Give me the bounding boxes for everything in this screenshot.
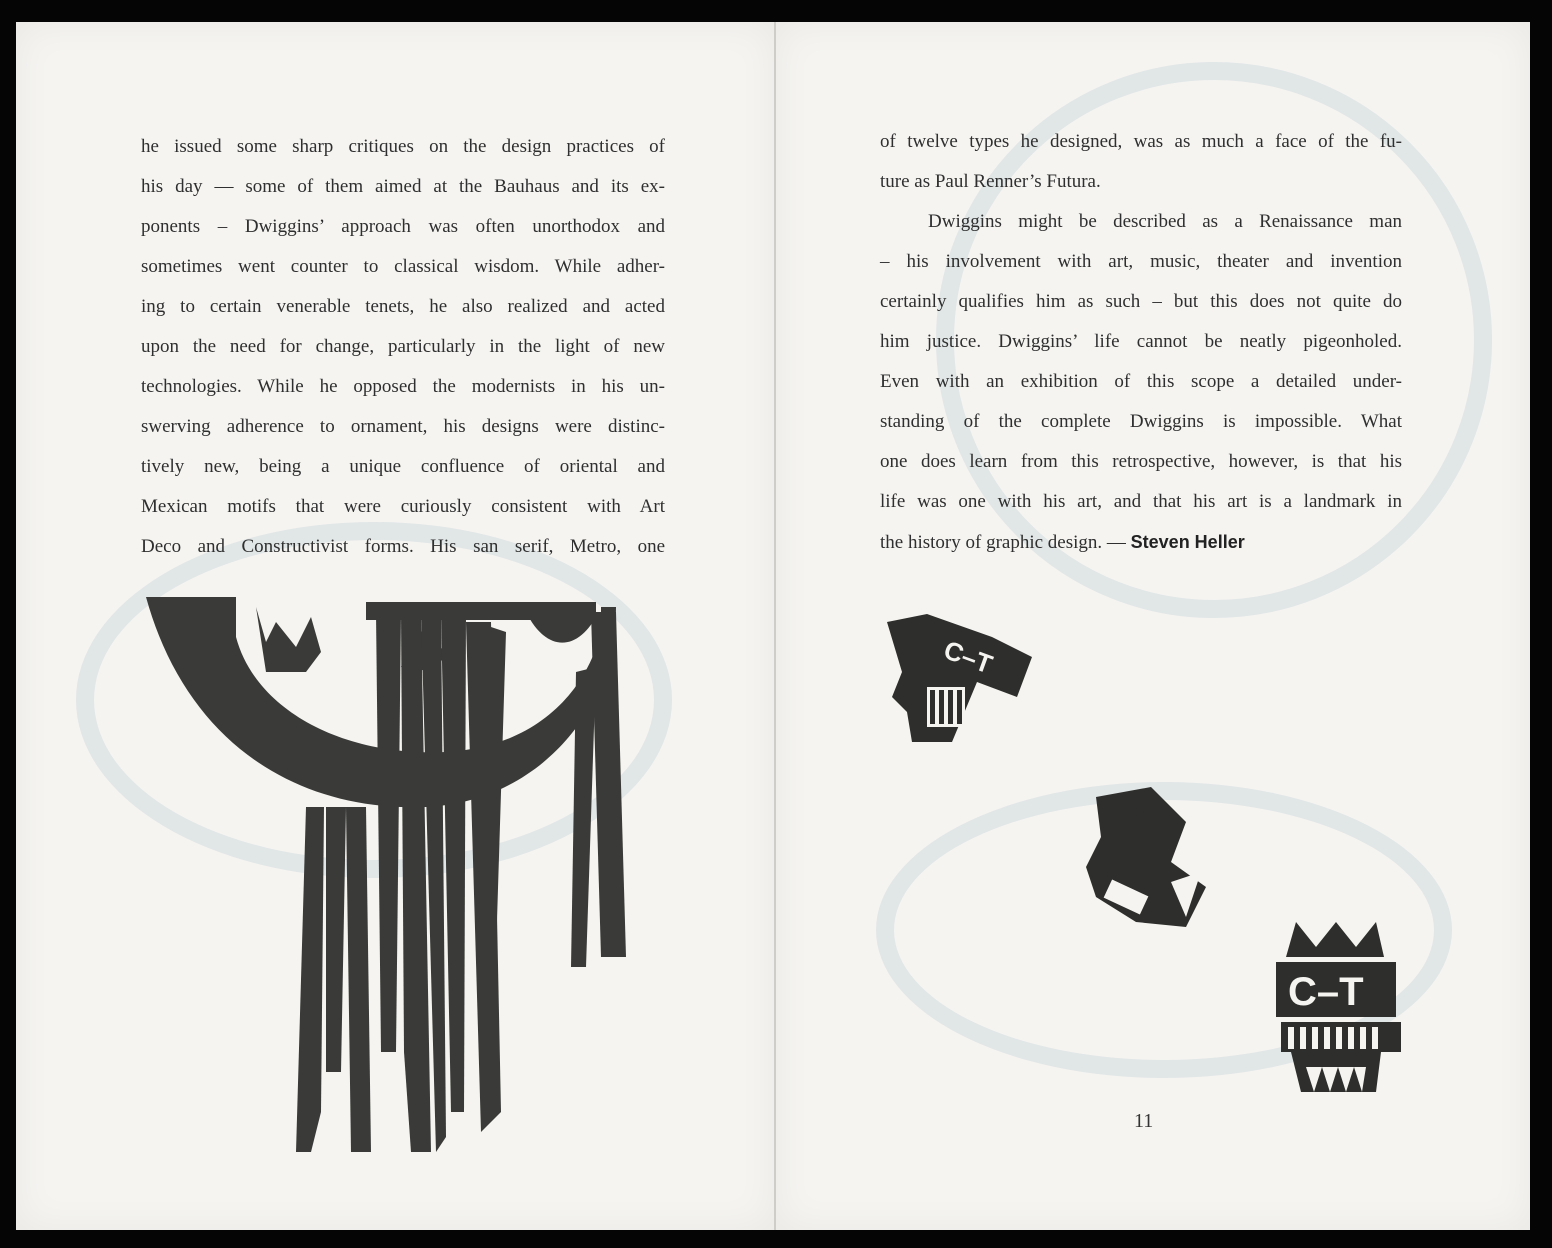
text-line: swerving adherence to ornament, his designs were distinc-: [141, 416, 665, 437]
text-line: he issued some sharp critiques on the design practices of: [141, 136, 665, 157]
curtain-ornament: [146, 592, 646, 1152]
ct-mark-label: C–T: [1119, 796, 1171, 835]
text-line: ture as Paul Renner’s Futura.: [880, 171, 1101, 192]
text-line: upon the need for change, particularly in the light of new: [141, 336, 665, 357]
text-line: him justice. Dwiggins’ life cannot be neatly pigeonholed.: [880, 331, 1402, 352]
ct-mark-3: [1266, 917, 1406, 1097]
ct-mark-label: C–T: [939, 634, 997, 680]
text-line: certainly qualifies him as such – but this does not quite do: [880, 291, 1402, 312]
page-number: 11: [1134, 1110, 1154, 1132]
text-line: tively new, being a unique confluence of oriental and: [141, 456, 665, 477]
left-body-text: [141, 127, 665, 567]
text-line: Deco and Constructivist forms. His san serif, Metro, one: [141, 536, 665, 557]
text-line: Dwiggins might be described as a Renaissance man: [928, 211, 1402, 232]
text-line: standing of the complete Dwiggins is impossible. What: [880, 411, 1402, 432]
text-line: life was one with his art, and that his art is a landmark in: [880, 491, 1402, 512]
text-line: his day — some of them aimed at the Bauhaus and its ex-: [141, 176, 665, 197]
text-line: Mexican motifs that were curiously consistent with Art: [141, 496, 665, 517]
ct-mark-2: [1076, 777, 1216, 937]
closing-text: the history of graphic design. —: [880, 532, 1126, 553]
text-line: – his involvement with art, music, theater and invention: [880, 251, 1402, 272]
text-line: Even with an exhibition of this scope a detailed under-: [880, 371, 1402, 392]
author-signature: Steven Heller: [1130, 532, 1245, 552]
ct-mark-1: [882, 602, 1042, 747]
left-page: [16, 22, 776, 1230]
text-line: ing to certain venerable tenets, he also realized and acted: [141, 296, 665, 317]
text-line: of twelve types he designed, was as much a face of the fu-: [880, 131, 1402, 152]
ct-mark-label: C–T: [1288, 970, 1364, 1014]
text-line: one does learn from this retrospective, however, is that his: [880, 451, 1402, 472]
right-page: [776, 22, 1530, 1230]
right-body-text: [880, 122, 1402, 562]
closing-line: [880, 522, 1402, 562]
text-line: ponents – Dwiggins’ approach was often unorthodox and: [141, 216, 665, 237]
text-line: technologies. While he opposed the modernists in his un-: [141, 376, 665, 397]
text-line: sometimes went counter to classical wisdom. While adher-: [141, 256, 665, 277]
